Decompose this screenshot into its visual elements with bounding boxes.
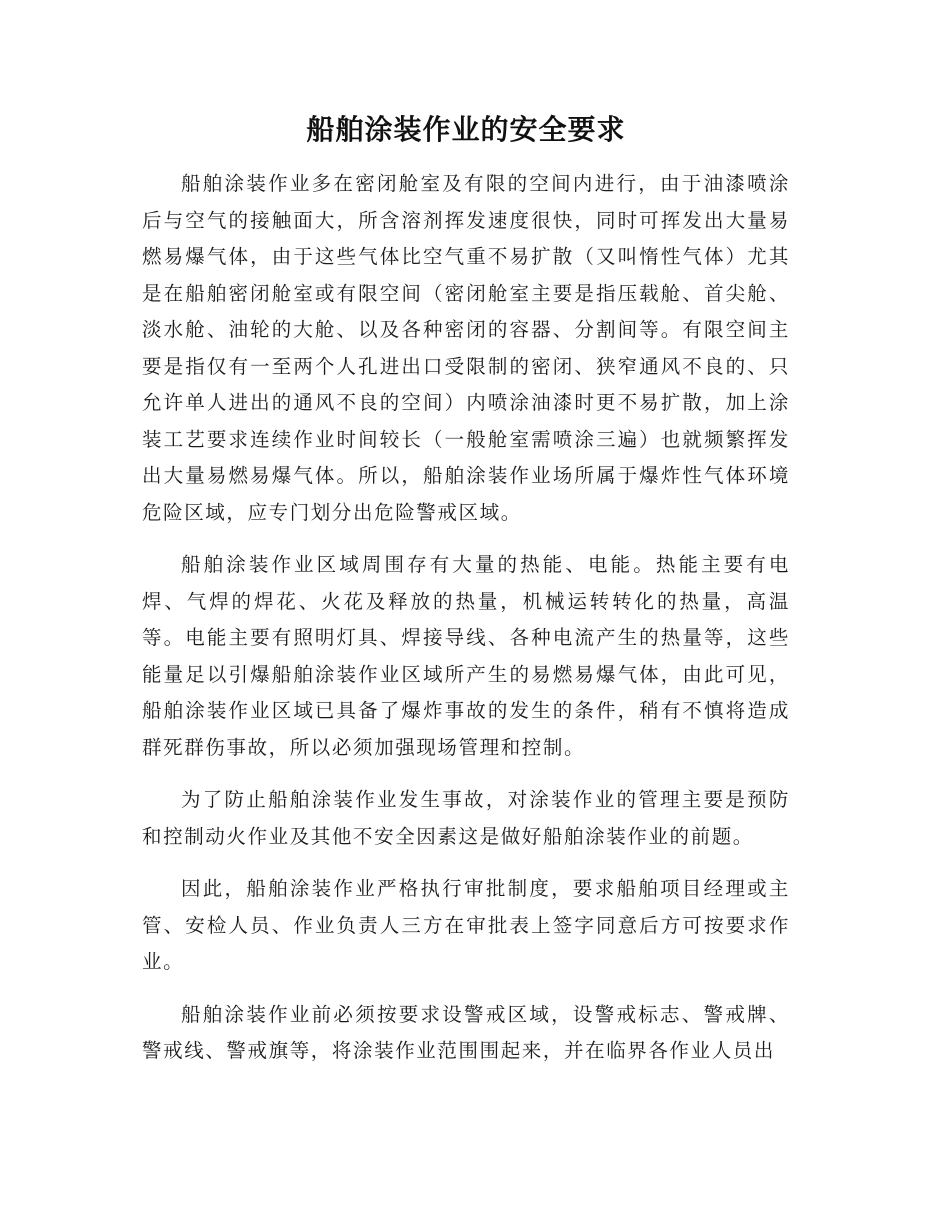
paragraph-5: 船舶涂装作业前必须按要求设警戒区域，设警戒标志、警戒牌、警戒线、警戒旗等，将涂装作业范围围起来，并在临界各作业人员出 (142, 1002, 790, 1062)
paragraph-2: 船舶涂装作业区域周围存有大量的热能、电能。热能主要有电焊、气焊的焊花、火花及释放的热量，机械运转转化的热量，高温等。电能主要有照明灯具、焊接导线、各种电流产生的热量等，这些能量足以引爆船舶涂装作业区域所产生的易燃易爆气体，由此可见，船舶涂装作业区域已具备了爆炸事故的发生的条件，稍有不慎将造成群死群伤事故，所以必须加强现场管理和控制。 (142, 553, 790, 759)
document-body (142, 166, 790, 1070)
document-title: 船舶涂装作业的安全要求 (306, 113, 626, 146)
paragraph-1: 船舶涂装作业多在密闭舱室及有限的空间内进行，由于油漆喷涂后与空气的接触面大，所含溶剂挥发速度很快，同时可挥发出大量易燃易爆气体，由于这些气体比空气重不易扩散（又叫惰性气体）尤其是在船舶密闭舱室或有限空间（密闭舱室主要是指压载舱、首尖舱、淡水舱、油轮的大舱、以及各种密闭的容器、分割间等。有限空间主要是指仅有一至两个人孔进出口受限制的密闭、狭窄通风不良的、只允许单人进出的通风不良的空间）内喷涂油漆时更不易扩散，加上涂装工艺要求连续作业时间较长（一般舱室需喷涂三遍）也就频繁挥发出大量易燃易爆气体。所以，船舶涂装作业场所属于爆炸性气体环境危险区域，应专门划分出危险警戒区域。 (142, 172, 790, 524)
paragraph-3: 为了防止船舶涂装作业发生事故，对涂装作业的管理主要是预防和控制动火作业及其他不安全因素这是做好船舶涂装作业的前题。 (142, 788, 790, 848)
paragraph-4: 因此，船舶涂装作业严格执行审批制度，要求船舶项目经理或主管、安检人员、作业负责人三方在审批表上签字同意后方可按要求作业。 (142, 877, 790, 973)
